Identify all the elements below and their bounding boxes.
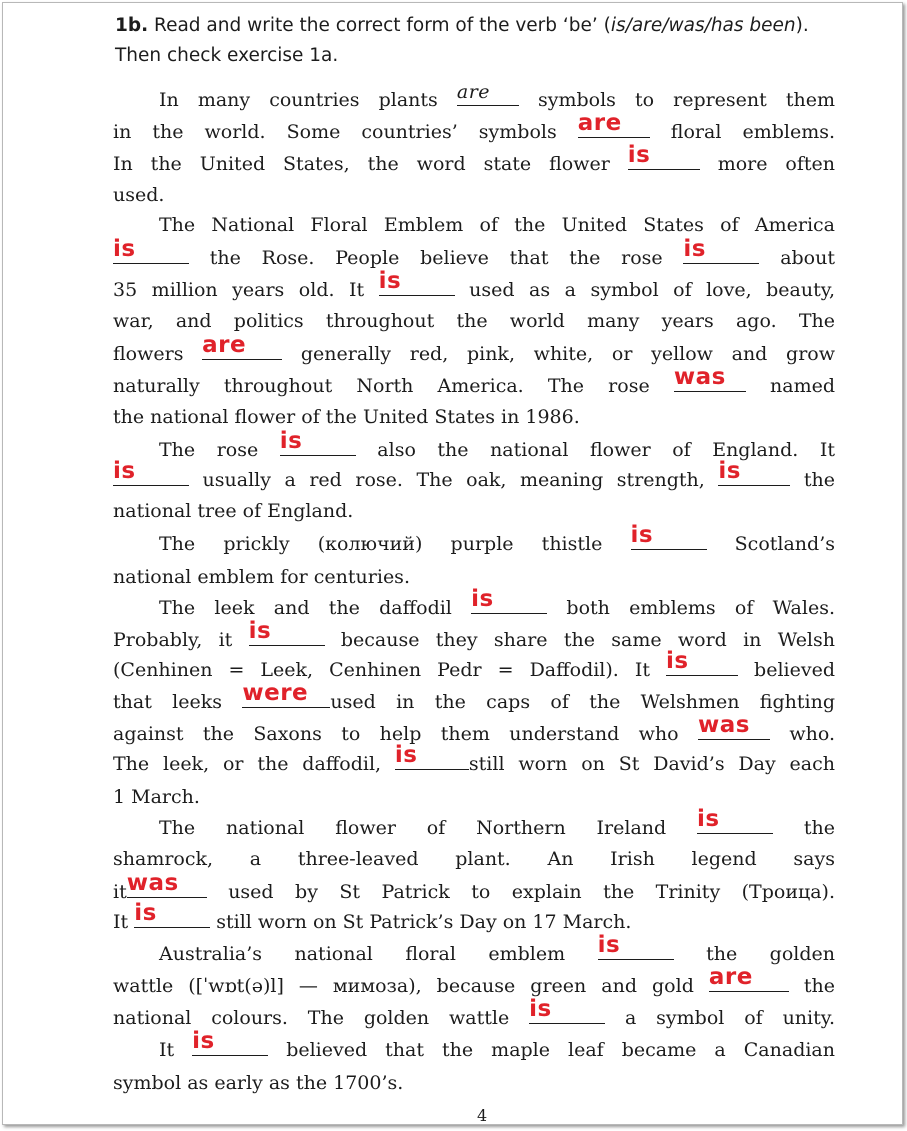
answer-blank[interactable] [597, 932, 674, 960]
text-line: used. [113, 184, 165, 206]
filled-answer: is [248, 618, 272, 644]
filled-answer: is [471, 586, 494, 612]
exercise-heading [115, 11, 855, 71]
filled-answer: was [697, 712, 750, 738]
answer-blank[interactable] [456, 81, 519, 106]
text-line: Australia’s national floral emblem is the golden [159, 932, 835, 965]
answer-blank[interactable] [394, 742, 469, 770]
filled-answer: was [126, 870, 179, 896]
exercise-number: 1b. [115, 15, 149, 36]
filled-answer: is [627, 142, 651, 168]
text-line: national colours. The golden wattle is a symbol of unity. [113, 996, 835, 1029]
answer-blank[interactable] [113, 236, 189, 264]
filled-answer: is [378, 268, 402, 294]
answer-blank[interactable] [134, 900, 210, 928]
answer-blank[interactable] [529, 996, 605, 1024]
text-line: The National Floral Emblem of the United States of America [159, 214, 835, 236]
text-line: It is still worn on St Patrick’s Day on 17 March. [113, 900, 632, 933]
text-line: It is believed that the maple leaf became a Canadian [159, 1028, 835, 1061]
answer-blank[interactable] [718, 458, 790, 486]
answer-blank[interactable] [708, 964, 789, 992]
text-line: naturally throughout North America. The rose was named [113, 364, 836, 397]
text-line: war, and politics throughout the world many years ago. The [113, 310, 835, 332]
answer-blank[interactable] [666, 648, 738, 676]
text-line: national tree of England. [113, 500, 354, 522]
text-line: in the world. Some countries’ symbols are floral emblems. [113, 110, 835, 143]
text-line: The leek and the daffodil is both emblems of Wales. [159, 586, 835, 619]
page-number: 4 [477, 1106, 488, 1125]
text-line: 35 million years old. It is used as a symbol of love, beauty, [113, 268, 835, 301]
text-line: In the United States, the word state flower is more often [113, 142, 835, 175]
text-line: flowers are generally red, pink, white, or yellow and grow [113, 332, 835, 365]
answer-blank[interactable] [202, 332, 282, 360]
answer-blank[interactable] [279, 428, 356, 456]
textbook-page [2, 2, 903, 1125]
filled-answer: is [134, 900, 157, 926]
example-answer: are [456, 81, 491, 103]
answer-blank[interactable] [630, 522, 707, 550]
text-line: national emblem for centuries. [113, 566, 410, 588]
text-line: The prickly (колючий) purple thistle is Scotland’s [159, 522, 835, 555]
answer-blank[interactable] [577, 110, 650, 138]
filled-answer: was [673, 364, 726, 390]
filled-answer: were [242, 680, 309, 706]
text-line: The leek, or the daffodil, is still worn on St David’s Day each [113, 742, 835, 775]
answer-blank[interactable] [627, 142, 700, 170]
answer-blank[interactable] [242, 680, 330, 708]
text-line: it was used by St Patrick to explain the Trinity (Троица). [113, 870, 835, 903]
instruction-text: Read and write the correct form of the verb ‘be’ ( [154, 15, 611, 36]
filled-answer: are [577, 110, 622, 136]
text-line: In many countries plants are symbols to represent them [159, 81, 836, 111]
answer-blank[interactable] [697, 806, 773, 834]
text-line: 1 March. [113, 786, 200, 808]
filled-answer: is [630, 522, 654, 548]
answer-blank[interactable] [248, 618, 325, 646]
filled-answer: is [192, 1028, 215, 1054]
answer-blank[interactable] [192, 1028, 268, 1056]
filled-answer: is [697, 806, 720, 832]
text-line: symbol as early as the 1700’s. [113, 1072, 404, 1094]
text-line: Probably, it is because they share the same word in Welsh [113, 618, 835, 651]
answer-blank[interactable] [471, 586, 547, 614]
text-line: (Cenhinen = Leek, Cenhinen Pedr = Daffodil). It is believed [113, 648, 835, 681]
text-line: shamrock, a three-leaved plant. An Irish legend says [113, 848, 835, 870]
filled-answer: is [394, 742, 418, 768]
answer-blank[interactable] [378, 268, 455, 296]
instruction-text-end: ). Then check exercise 1a. [115, 15, 809, 66]
verb-options: is/are/was/has been [610, 15, 796, 36]
text-line: is the Rose. People believe that the rose is about [113, 236, 835, 269]
text-line: The rose is also the national flower of England. It [159, 428, 835, 461]
filled-answer: is [683, 236, 706, 262]
filled-answer: is [529, 996, 552, 1022]
filled-answer: are [708, 964, 753, 990]
filled-answer: is [113, 236, 136, 262]
text-line: The national flower of Northern Ireland is the [159, 806, 836, 839]
text-line: the national flower of the United States in 1986. [113, 406, 580, 428]
text-line: wattle ([ˈwɒt(ə)l] — мимоза), because green and gold are the [113, 964, 835, 997]
text-line: that leeks were used in the caps of the Welshmen fighting [113, 680, 835, 713]
answer-blank[interactable] [697, 712, 770, 740]
filled-answer: is [718, 458, 741, 484]
text-line: against the Saxons to help them understand who was who. [113, 712, 835, 745]
text-line: is usually a red rose. The oak, meaning strength, is the [113, 458, 836, 491]
answer-blank[interactable] [126, 870, 207, 898]
filled-answer: is [279, 428, 303, 454]
filled-answer: are [202, 332, 247, 358]
answer-blank[interactable] [113, 458, 189, 486]
filled-answer: is [597, 932, 621, 958]
filled-answer: is [113, 458, 136, 484]
filled-answer: is [666, 648, 689, 674]
answer-blank[interactable] [683, 236, 759, 264]
answer-blank[interactable] [673, 364, 746, 392]
